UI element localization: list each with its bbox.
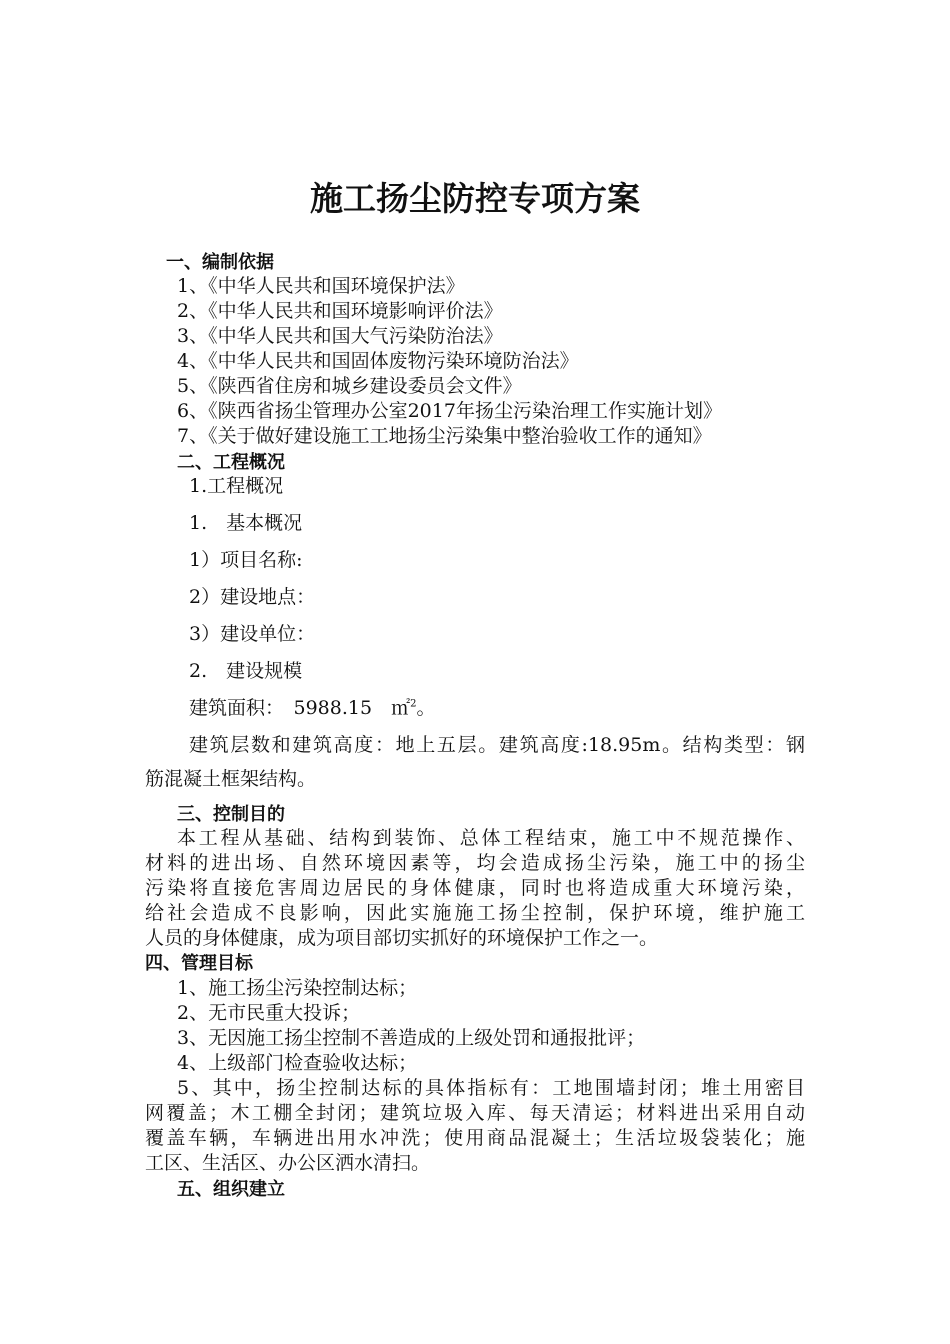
section-heading-overview: 二、工程概况 [177, 452, 285, 473]
list-item: 2、无市民重大投诉； [177, 1002, 361, 1024]
subheading-overview: 1.工程概况 [189, 475, 284, 497]
list-item: 1、施工扬尘污染控制达标； [177, 977, 418, 999]
scale-heading: 2. 建设规模 [189, 660, 303, 682]
area-text: 建筑面积： 5988.15 ㎡ [189, 697, 411, 719]
paragraph-line: 材料的进出场、自然环境因素等，均会造成扬尘污染，施工中的扬尘 [145, 852, 805, 874]
area-line [189, 696, 435, 721]
paragraph-line: 本工程从基础、结构到装饰、总体工程结束，施工中不规范操作、 [177, 827, 805, 849]
basic-info-heading: 1. 基本概况 [189, 512, 303, 534]
paragraph-line: 5、其中，扬尘控制达标的具体指标有：工地围墙封闭；堆土用密目 [177, 1077, 805, 1099]
list-item: 7、《关于做好建设施工工地扬尘污染集中整治验收工作的通知》 [177, 425, 712, 447]
project-name-label: 1）项目名称: [189, 549, 303, 571]
area-sup: 2 [410, 698, 417, 710]
area-suffix: 。 [416, 697, 436, 719]
list-item: 4、上级部门检查验收达标； [177, 1052, 418, 1074]
location-label: 2）建设地点： [189, 586, 316, 608]
paragraph-line: 人员的身体健康，成为项目部切实抓好的环境保护工作之一。 [145, 927, 659, 949]
paragraph-line: 污染将直接危害周边居民的身体健康，同时也将造成重大环境污染， [145, 877, 805, 899]
document-title: 施工扬尘防控专项方案 [310, 179, 640, 218]
list-item: 5、《陕西省住房和城乡建设委员会文件》 [177, 375, 522, 397]
floors-line-2: 筋混凝土框架结构。 [145, 768, 317, 790]
paragraph-line: 给社会造成不良影响，因此实施施工扬尘控制，保护环境，维护施工 [145, 902, 805, 924]
section-heading-goals: 四、管理目标 [145, 953, 253, 974]
section-heading-basis: 一、编制依据 [166, 252, 274, 273]
unit-label: 3）建设单位： [189, 623, 316, 645]
paragraph-line: 网覆盖；木工棚全封闭；建筑垃圾入库、每天清运；材料进出采用自动 [145, 1102, 805, 1124]
paragraph-line: 覆盖车辆，车辆进出用水冲洗；使用商品混凝土；生活垃圾袋装化；施 [145, 1127, 805, 1149]
list-item: 1、《中华人民共和国环境保护法》 [177, 275, 465, 297]
paragraph-line: 工区、生活区、办公区洒水清扫。 [145, 1152, 431, 1174]
list-item: 3、无因施工扬尘控制不善造成的上级处罚和通报批评； [177, 1027, 646, 1049]
section-heading-organization: 五、组织建立 [177, 1179, 285, 1200]
floors-line-1: 建筑层数和建筑高度：地上五层。建筑高度:18.95m。结构类型：钢 [189, 734, 805, 756]
list-item: 3、《中华人民共和国大气污染防治法》 [177, 325, 503, 347]
list-item: 2、《中华人民共和国环境影响评价法》 [177, 300, 503, 322]
section-heading-purpose: 三、控制目的 [177, 804, 285, 825]
list-item: 4、《中华人民共和国固体废物污染环境防治法》 [177, 350, 579, 372]
list-item: 6、《陕西省扬尘管理办公室2017年扬尘污染治理工作实施计划》 [177, 400, 722, 422]
